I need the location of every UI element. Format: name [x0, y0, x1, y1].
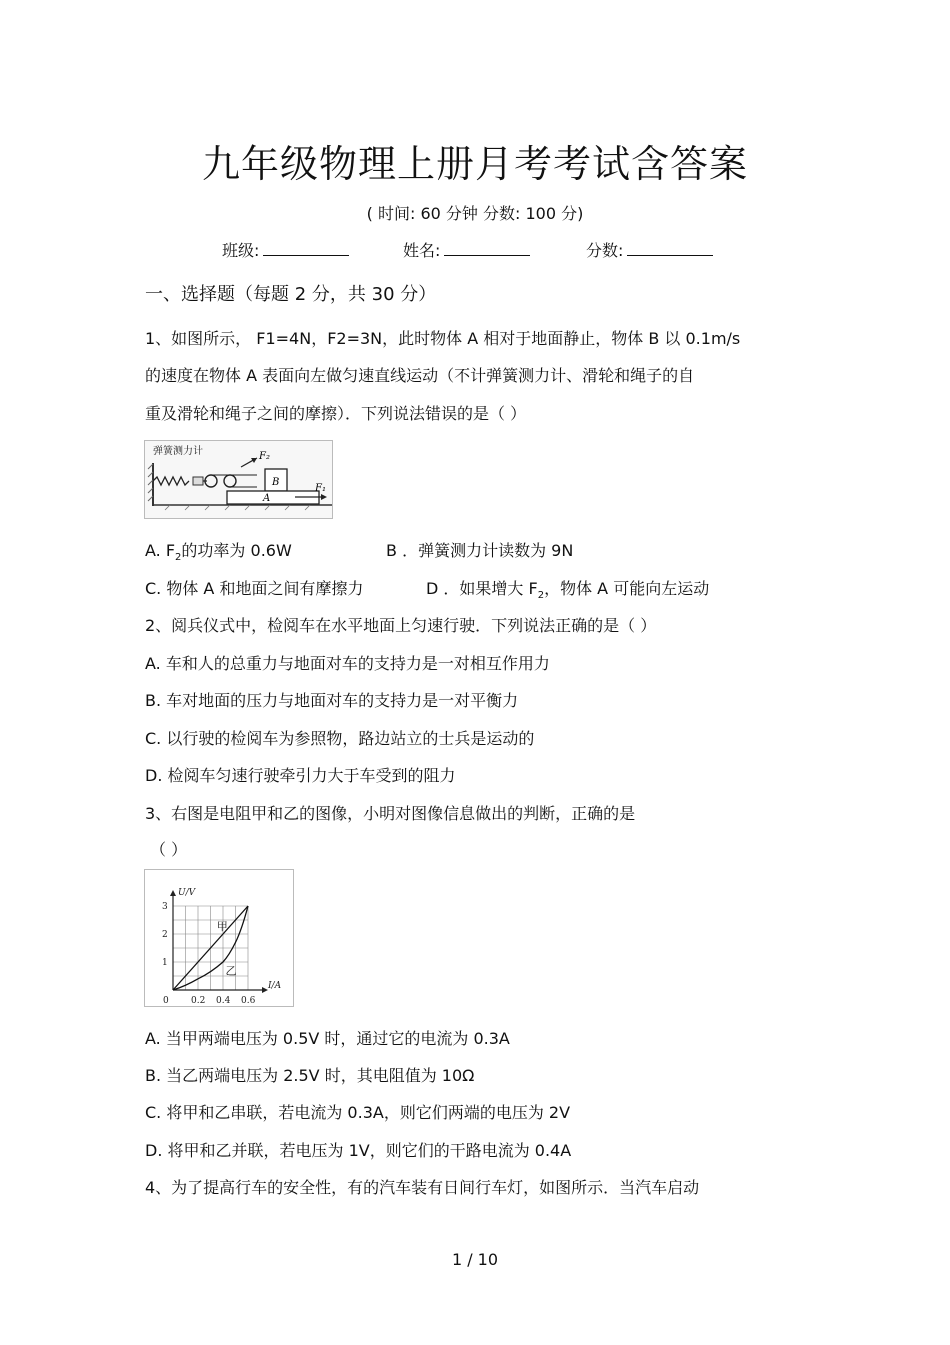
q3-answer-paren: （ ） [150, 840, 188, 859]
y-tick-label: 1 [162, 958, 168, 968]
pulley-diagram [145, 441, 332, 518]
series-label-yi: 乙 [225, 964, 237, 978]
page-number: 1 / 10 [451, 1250, 499, 1269]
q2-option-c: C. 以行驶的检阅车为参照物，路边站立的士兵是运动的 [145, 729, 535, 748]
iv-graph [145, 870, 293, 1006]
name-label: 姓名: [403, 241, 441, 260]
score-field [586, 238, 713, 261]
name-blank [444, 239, 530, 256]
name-field [403, 238, 530, 261]
q3-stem: 3、右图是电阻甲和乙的图像，小明对图像信息做出的判断，正确的是 [145, 804, 636, 823]
class-field [222, 238, 349, 261]
q2-option-d: D. 检阅车匀速行驶牵引力大于车受到的阻力 [145, 766, 456, 785]
q1-figure [144, 440, 333, 519]
class-label: 班级: [222, 241, 260, 260]
f1-label: F₁ [315, 483, 326, 494]
q1-option-b: B ．弹簧测力计读数为 9N [386, 541, 574, 560]
y-axis-arrow [170, 890, 176, 896]
y-tick-label: 3 [162, 902, 168, 912]
q2-option-a: A. 车和人的总重力与地面对车的支持力是一对相互作用力 [145, 654, 550, 673]
series-label-jia: 甲 [216, 919, 228, 933]
q1-line1: 1、如图所示， F1=4N，F2=3N，此时物体 A 相对于地面静止，物体 B 以 0.1m/s [145, 329, 741, 348]
block-b-label: B [272, 477, 280, 488]
y-tick-label: 2 [162, 930, 168, 940]
q3-option-b: B. 当乙两端电压为 2.5V 时，其电阻值为 10Ω [145, 1066, 475, 1085]
x-tick-label: 0.2 [191, 996, 206, 1006]
q3-option-d: D. 将甲和乙并联，若电压为 1V，则它们的干路电流为 0.4A [145, 1141, 572, 1160]
page-title: 九年级物理上册月考考试含答案 [201, 142, 748, 186]
q1-option-a: A. $F_2$的功率为 0.6W [145, 541, 292, 564]
y-axis-label: U/V [178, 888, 196, 898]
class-blank [263, 239, 349, 256]
q4-line1: 4、为了提高行车的安全性，有的汽车装有日间行车灯，如图所示．当汽车启动 [145, 1178, 700, 1197]
exam-subtitle: ( 时间: 60 分钟 分数: 100 分) [366, 204, 584, 223]
origin-label: 0 [163, 996, 169, 1006]
q3-chart [144, 869, 294, 1007]
q3-option-a: A. 当甲两端电压为 0.5V 时，通过它的电流为 0.3A [145, 1029, 510, 1048]
section-heading: 一、选择题（每题 2 分，共 30 分） [145, 284, 437, 305]
q2-stem: 2、阅兵仪式中，检阅车在水平地面上匀速行驶．下列说法正确的是（ ） [145, 616, 657, 635]
x-tick-label: 0.4 [216, 996, 231, 1006]
q1-line3: 重及滑轮和绳子之间的摩擦）．下列说法错误的是（ ） [145, 404, 527, 423]
spring-meter-label: 弹簧测力计 [153, 446, 203, 457]
score-label: 分数: [586, 241, 624, 260]
f2-label: F₂ [259, 451, 270, 462]
q2-option-b: B. 车对地面的压力与地面对车的支持力是一对平衡力 [145, 691, 519, 710]
x-tick-label: 0.6 [241, 996, 256, 1006]
q3-option-c: C. 将甲和乙串联，若电流为 0.3A，则它们两端的电压为 2V [145, 1103, 571, 1122]
q1-line2: 的速度在物体 A 表面向左做匀速直线运动（不计弹簧测力计、滑轮和绳子的自 [145, 366, 695, 385]
score-blank [627, 239, 713, 256]
x-axis-label: I/A [268, 981, 282, 991]
block-a-label: A [263, 493, 271, 504]
q1-option-d: D ．如果增大 $F_2$，物体 A 可能向左运动 [426, 579, 710, 602]
q1-option-c: C. 物体 A 和地面之间有摩擦力 [145, 579, 364, 598]
